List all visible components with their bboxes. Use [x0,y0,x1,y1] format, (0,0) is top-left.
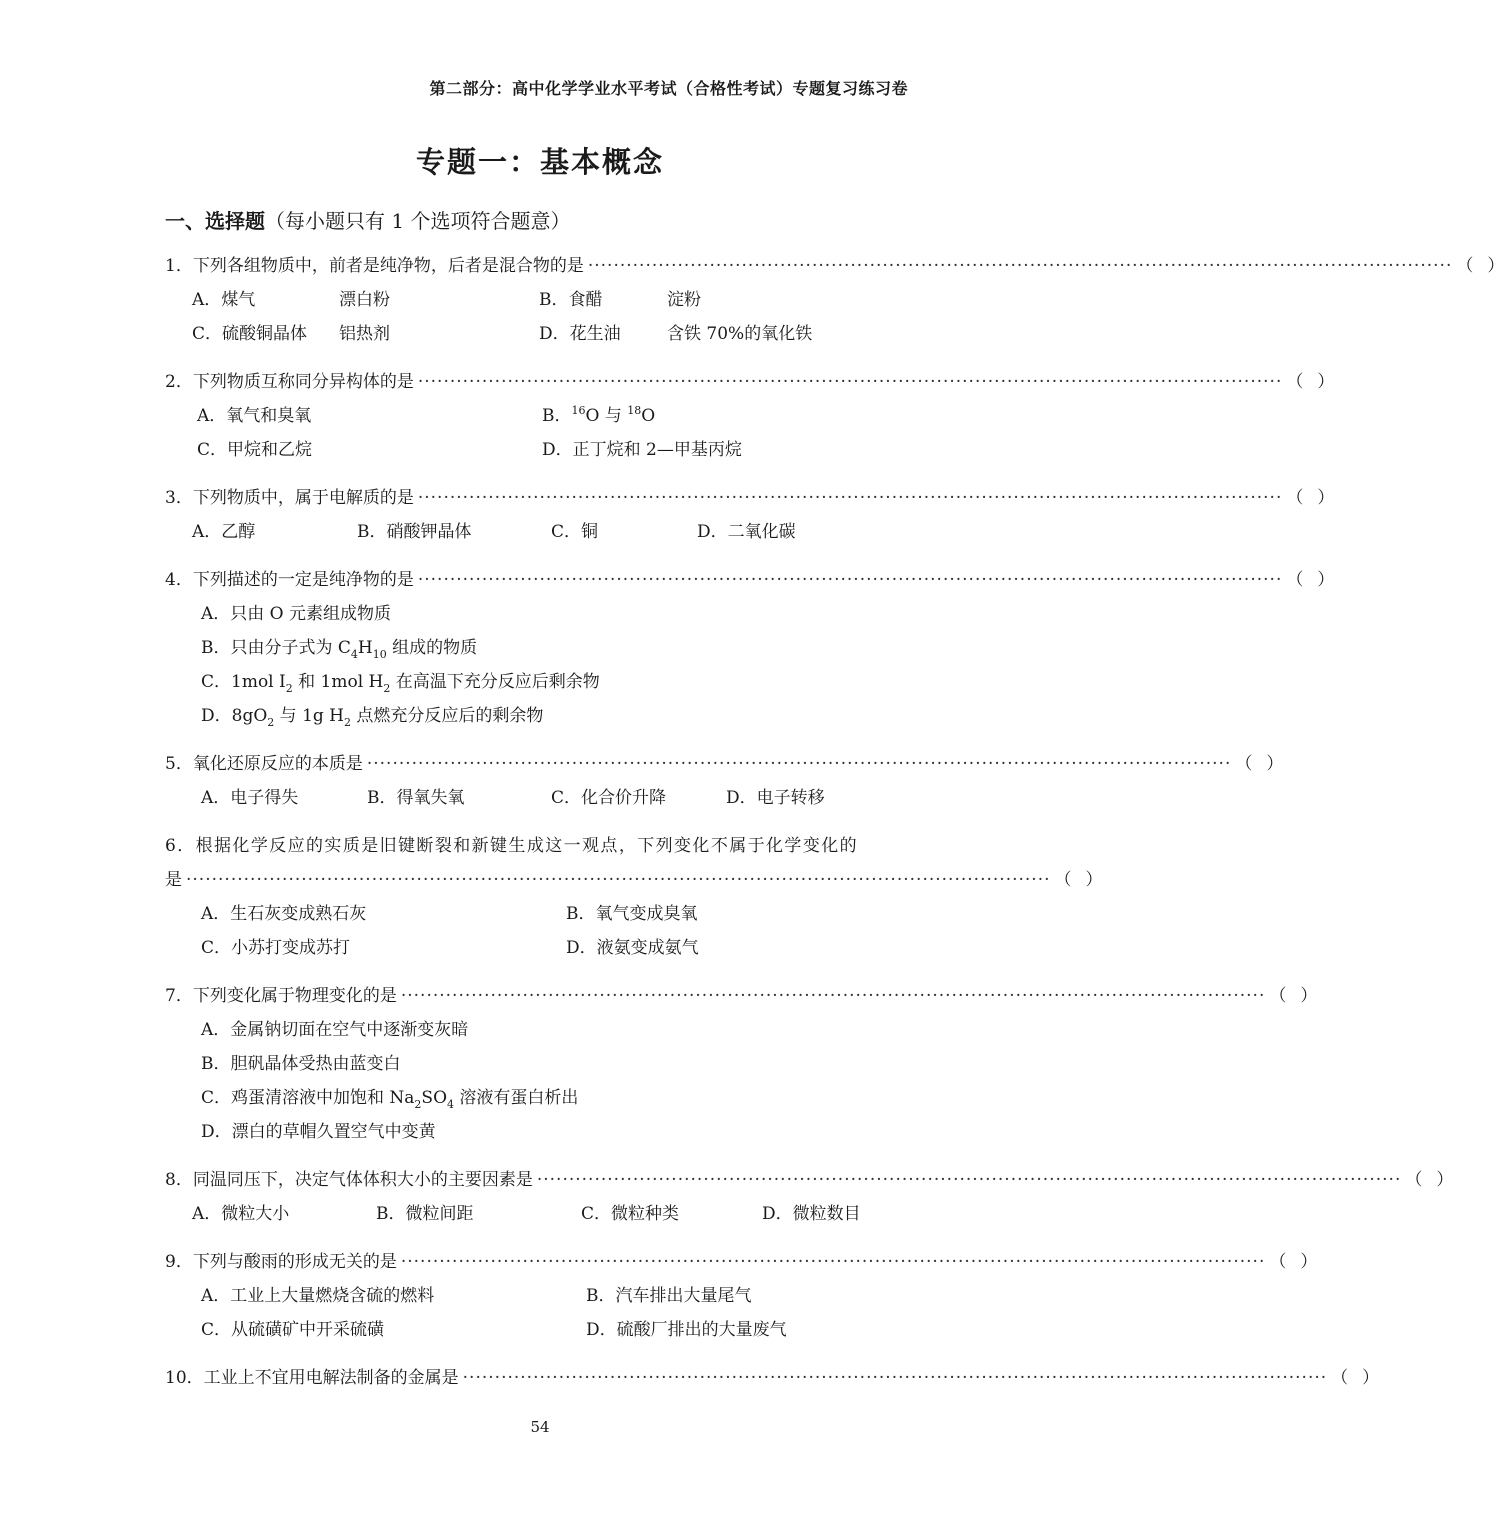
leader-dots: ······································································································································· [462,1368,1328,1388]
question-1 [165,249,1504,351]
option-a: A．生石灰变成熟石灰 [201,904,367,924]
option-b: B．汽车排出大量尾气 [586,1286,752,1306]
question-5 [165,747,1284,815]
option-d: D．液氨变成氨气 [566,938,699,958]
question-8 [165,1163,1454,1231]
option-c: C．小苏打变成苏打 [201,938,351,958]
option-a: A．金属钠切面在空气中逐渐变灰暗 [201,1020,469,1040]
option-b: B．得氧失氧 [367,788,465,808]
answer-blank: （ ） [1456,256,1504,276]
option-c: C．1mol $I_2$ 和 1mol $H_2$ 在高温下充分反应后剩余物 [201,672,600,695]
question-stem: 6．根据化学反应的实质是旧键断裂和新键生成这一观点，下列变化不属于化学变化的 [165,836,859,856]
option-d: D．漂白的草帽久置空气中变黄 [201,1122,436,1142]
option-c-value: 铝热剂 [339,324,390,344]
page-header: 第二部分：高中化学学业水平考试（合格性考试）专题复习练习卷 [429,79,908,98]
option-a: A．只由 O 元素组成物质 [201,604,392,624]
option-a: A．微粒大小 [192,1204,290,1224]
option-b: B．$^{16}$O 与 $^{18}$O [542,404,656,426]
question-stem: 1．下列各组物质中，前者是纯净物，后者是混合物的是 [165,256,584,276]
question-stem: 3．下列物质中，属于电解质的是 [165,488,414,508]
option-a-value: 漂白粉 [339,290,390,310]
question-stem: 8．同温同压下，决定气体体积大小的主要因素是 [165,1170,533,1190]
option-c: C．甲烷和乙烷 [197,440,313,460]
option-b-value: 淀粉 [667,290,701,310]
section-note: （每小题只有 1 个选项符合题意） [265,209,571,233]
option-c: C．鸡蛋清溶液中加饱和 $Na_2SO_4$ 溶液有蛋白析出 [201,1088,579,1111]
option-b: B．氧气变成臭氧 [566,904,698,924]
answer-blank: （ ） [1286,372,1335,392]
question-10 [165,1361,1380,1395]
question-4 [165,563,1335,733]
question-2 [165,365,1335,467]
question-stem: 5．氧化还原反应的本质是 [165,754,363,774]
option-d: D．$8gO_2$ 与 1g $H_2$ 点燃充分反应后的剩余物 [201,706,544,729]
option-a: A．煤气 [192,290,256,310]
option-b: B．只由分子式为 $C_4H_{10}$ 组成的物质 [201,638,478,661]
option-d: D．硫酸厂排出的大量废气 [586,1320,787,1340]
question-6 [165,829,1103,965]
option-b: B．胆矾晶体受热由蓝变白 [201,1054,401,1074]
option-c: C．化合价升降 [551,788,667,808]
answer-blank: （ ） [1286,488,1335,508]
option-c: C．铜 [551,522,599,542]
answer-blank: （ ） [1269,1252,1318,1272]
page-number: 54 [530,1418,550,1436]
question-stem: 7．下列变化属于物理变化的是 [165,986,397,1006]
option-d: D．二氧化碳 [697,522,796,542]
section-label: 一、选择题 [165,209,265,233]
leader-dots: ······································································································································· [417,372,1283,392]
option-d: D．电子转移 [726,788,825,808]
option-c: C．硫酸铜晶体 [192,324,308,344]
section-heading [165,205,570,234]
leader-dots: ······································································································································· [400,986,1266,1006]
question-stem: 2．下列物质互称同分异构体的是 [165,372,414,392]
answer-blank: （ ） [1235,754,1284,774]
option-d: D．正丁烷和 2—甲基丙烷 [542,440,742,460]
answer-blank: （ ） [1269,986,1318,1006]
question-7 [165,979,1318,1149]
option-b: B．硝酸钾晶体 [357,522,472,542]
question-3 [165,481,1335,549]
option-a: A．氧气和臭氧 [197,406,312,426]
leader-dots: ······································································································································· [366,754,1232,774]
question-9 [165,1245,1318,1347]
option-a: A．工业上大量燃烧含硫的燃料 [201,1286,435,1306]
leader-dots: ······································································································································· [186,870,1051,890]
answer-blank: （ ） [1054,870,1103,890]
answer-blank: （ ） [1286,570,1335,590]
option-b: B．食醋 [539,290,603,310]
leader-dots: ······································································································································· [417,488,1283,508]
question-stem-cont: 是 [165,870,182,890]
answer-blank: （ ） [1331,1368,1380,1388]
question-stem: 9．下列与酸雨的形成无关的是 [165,1252,397,1272]
option-d: D．微粒数目 [762,1204,861,1224]
option-b: B．微粒间距 [376,1204,474,1224]
leader-dots: ······································································································································· [400,1252,1266,1272]
option-a: A．乙醇 [192,522,256,542]
page-title: 专题一：基本概念 [415,145,664,179]
question-stem: 4．下列描述的一定是纯净物的是 [165,570,414,590]
question-stem: 10．工业上不宜用电解法制备的金属是 [165,1368,459,1388]
leader-dots: ······································································································································· [417,570,1283,590]
option-c: C．微粒种类 [581,1204,680,1224]
leader-dots: ······································································································································· [587,256,1453,276]
option-c: C．从硫磺矿中开采硫磺 [201,1320,385,1340]
option-d-value: 含铁 70%的氧化铁 [667,324,813,344]
answer-blank: （ ） [1405,1170,1454,1190]
option-d: D．花生油 [539,324,621,344]
option-a: A．电子得失 [201,788,299,808]
leader-dots: ······································································································································· [536,1170,1402,1190]
